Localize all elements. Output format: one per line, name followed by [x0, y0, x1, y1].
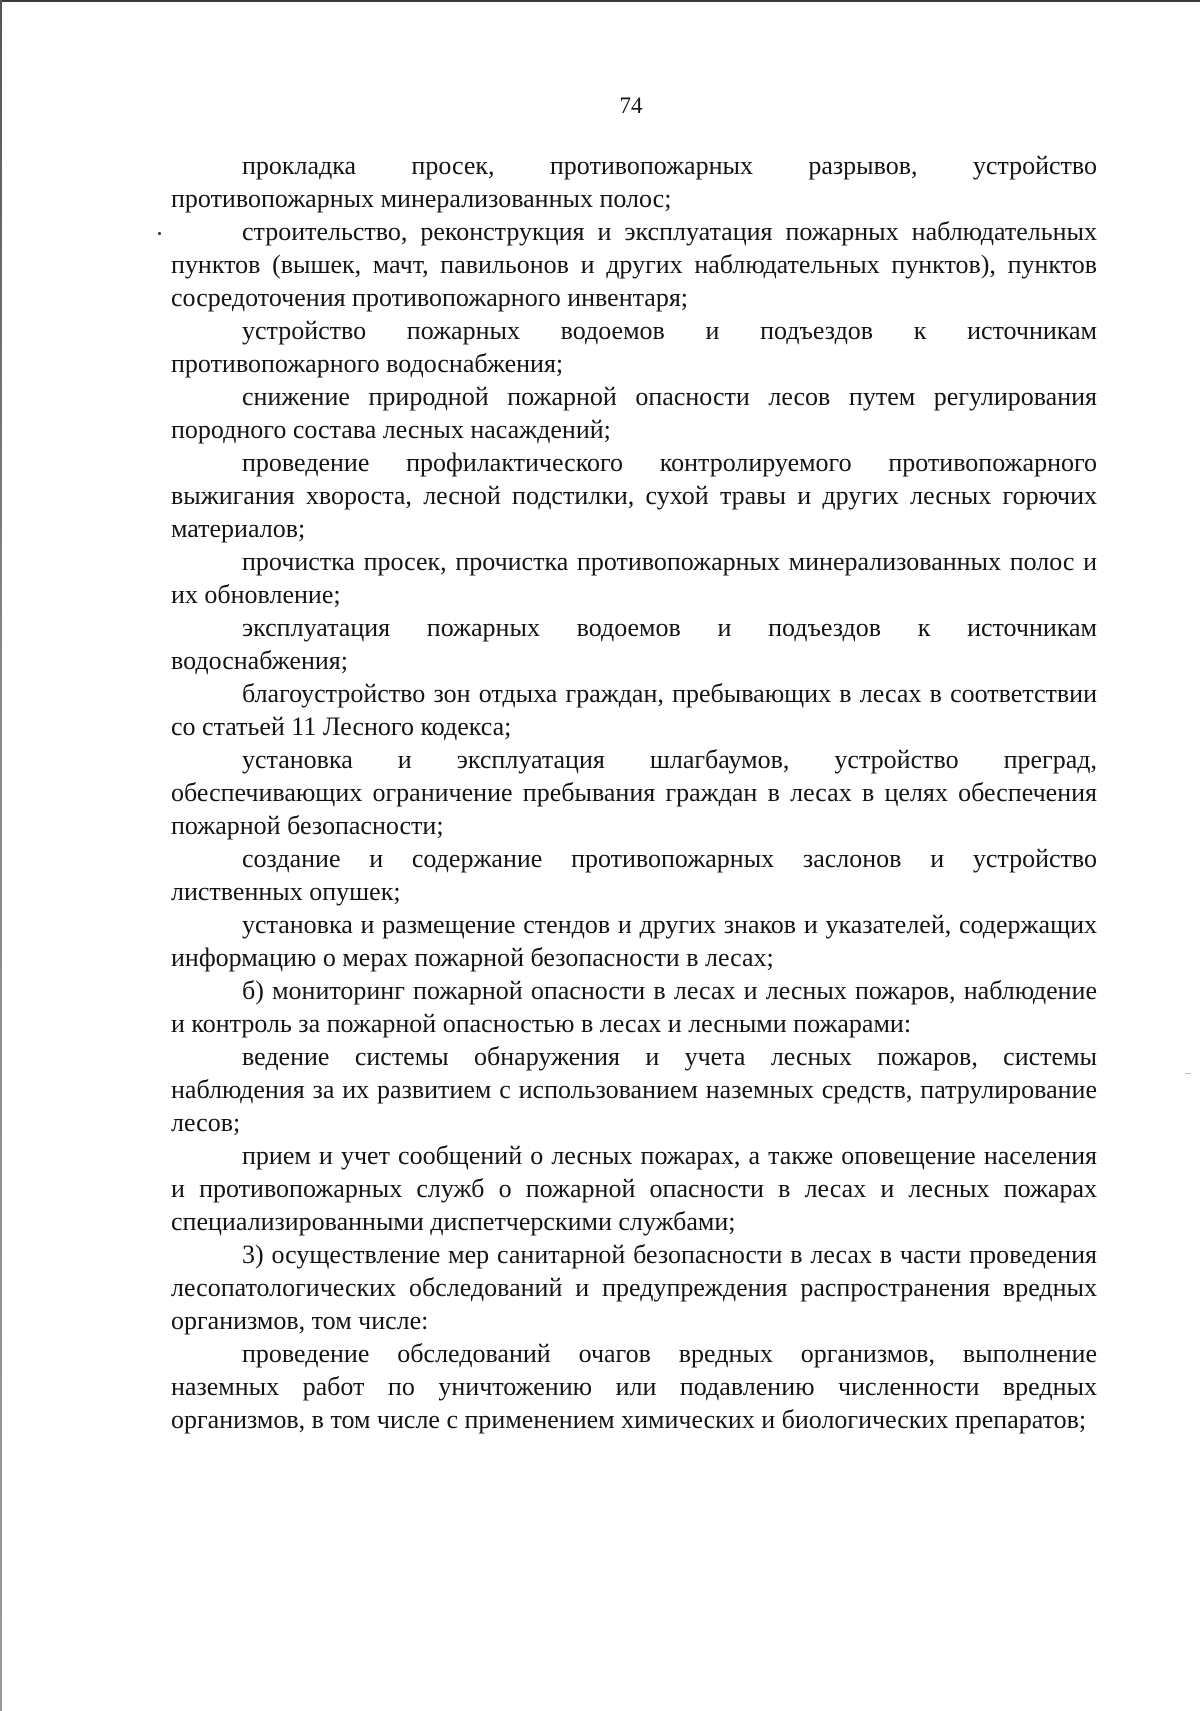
scan-border-top — [0, 0, 1200, 2]
scan-artifact-dot — [158, 232, 161, 235]
paragraph: строительство, реконструкция и эксплуатация пожарных наблюдательных пунктов (вышек, мачт, павильонов и других наблюдательных пунктов), пунктов сосредоточения противопожарного инвентаря; — [171, 217, 1097, 312]
document-body — [171, 149, 1097, 1436]
paragraph: проведение обследований очагов вредных организмов, выполнение наземных работ по уничтожению или подавлению численности вредных организмов, в том числе с применением химических и биологических препаратов; — [171, 1339, 1097, 1434]
paragraph: благоустройство зон отдыха граждан, пребывающих в лесах в соответствии со статьей 11 Лесного кодекса; — [171, 679, 1097, 741]
paragraph: эксплуатация пожарных водоемов и подъездов к источникам водоснабжения; — [171, 613, 1097, 675]
paragraph: устройство пожарных водоемов и подъездов к источникам противопожарного водоснабжения; — [171, 316, 1097, 378]
paragraph: ведение системы обнаружения и учета лесных пожаров, системы наблюдения за их развитием с использованием наземных средств, патрулирование лесов; — [171, 1042, 1097, 1137]
paragraph: снижение природной пожарной опасности лесов путем регулирования породного состава лесных насаждений; — [171, 382, 1097, 444]
page-number: 74 — [619, 93, 643, 118]
scan-artifact-tick — [1185, 1073, 1191, 1074]
scan-border-left — [0, 0, 2, 1711]
paragraph: прием и учет сообщений о лесных пожарах, а также оповещение населения и противопожарных служб о пожарной опасности в лесах и лесных пожарах специализированными диспетчерскими службами; — [171, 1141, 1097, 1236]
paragraph: 3) осуществление мер санитарной безопасности в лесах в части проведения лесопатологических обследований и предупреждения распространения вредных организмов, том числе: — [171, 1240, 1097, 1335]
paragraph: проведение профилактического контролируемого противопожарного выжигания хвороста, лесной подстилки, сухой травы и других лесных горючих материалов; — [171, 448, 1097, 543]
paragraph: прокладка просек, противопожарных разрывов, устройство противопожарных минерализованных полос; — [171, 151, 1097, 213]
paragraph: создание и содержание противопожарных заслонов и устройство лиственных опушек; — [171, 844, 1097, 906]
paragraph: установка и эксплуатация шлагбаумов, устройство преград, обеспечивающих ограничение пребывания граждан в лесах в целях обеспечения пожарной безопасности; — [171, 745, 1097, 840]
paragraph: б) мониторинг пожарной опасности в лесах и лесных пожаров, наблюдение и контроль за пожарной опасностью в лесах и лесными пожарами: — [171, 976, 1097, 1038]
paragraph: установка и размещение стендов и других знаков и указателей, содержащих информацию о мерах пожарной безопасности в лесах; — [171, 910, 1097, 972]
paragraph: прочистка просек, прочистка противопожарных минерализованных полос и их обновление; — [171, 547, 1097, 609]
